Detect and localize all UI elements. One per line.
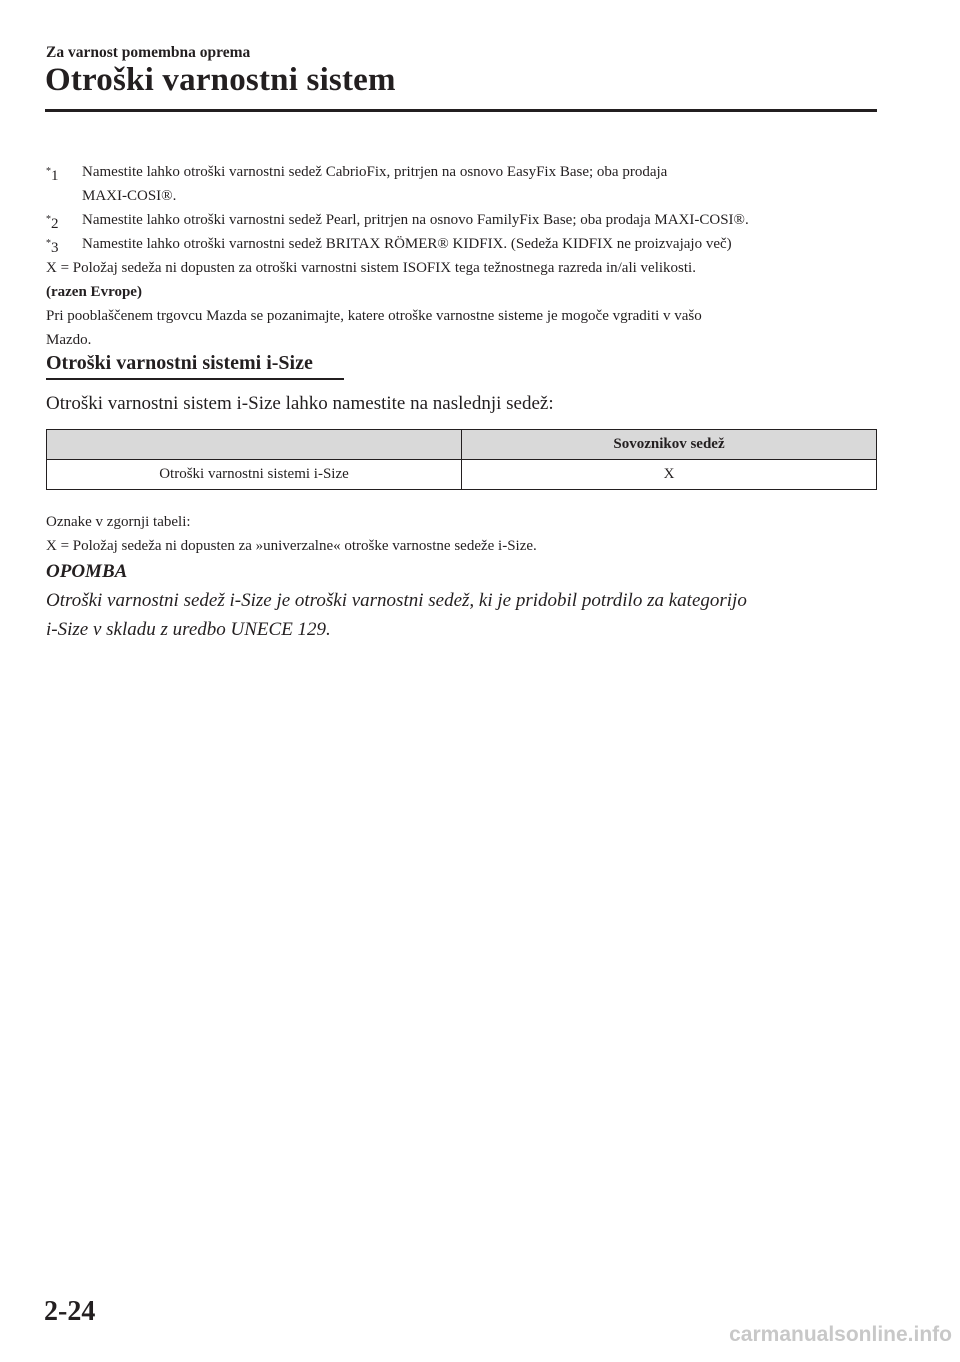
watermark: carmanualsonline.info [729, 1323, 952, 1346]
footnote-text: Namestite lahko otroški varnostni sedež BRITAX RÖMER® KIDFIX. (Sedeža KIDFIX ne proizvajajo več) [82, 236, 732, 252]
table-row [47, 460, 877, 490]
section-title: Otroški varnostni sistemi i-Size [46, 352, 313, 374]
footnote-1 [46, 160, 876, 208]
table-legend [46, 510, 537, 558]
x-note: X = Položaj sedeža ni dopusten za otroški varnostni sistem ISOFIX tega težnostnega razreda in/ali velikosti. [46, 260, 696, 276]
region-text-cont: Mazdo. [46, 332, 92, 348]
footnote-text: Namestite lahko otroški varnostni sedež CabrioFix, pritrjen na osnovo EasyFix Base; oba prodaja [82, 164, 668, 180]
note-line-2: i-Size v skladu z uredbo UNECE 129. [46, 619, 331, 640]
note-line-1: Otroški varnostni sedež i-Size je otroški varnostni sedež, ki je pridobil potrdilo za kategorijo [46, 590, 747, 611]
section-title-underline [46, 378, 344, 380]
footnote-mark: * [46, 214, 51, 225]
footnotes [46, 160, 876, 352]
seat-table [46, 429, 877, 490]
legend-text: X = Položaj sedeža ni dopusten za »univerzalne« otroške varnostne sedeže i-Size. [46, 538, 537, 554]
note-body [46, 586, 886, 644]
footnote-2 [46, 208, 876, 232]
table-header-row [47, 430, 877, 460]
footnote-mark: * [46, 238, 51, 249]
section-intro: Otroški varnostni sistem i-Size lahko namestite na naslednji sedež: [46, 393, 554, 414]
footnote-text-cont: MAXI-COSI®. [82, 188, 177, 204]
table-header-empty [47, 430, 462, 460]
legend-title: Oznake v zgornji tabeli: [46, 514, 191, 530]
section-header: Za varnost pomembna oprema [46, 44, 251, 61]
footnote-number: 3 [51, 240, 59, 256]
footnote-mark: * [46, 166, 51, 177]
table-row-value: X [462, 460, 877, 490]
table-header-seat: Sovoznikov sedež [462, 430, 877, 460]
footnote-3 [46, 232, 876, 256]
region-label: (razen Evrope) [46, 284, 142, 300]
header-divider [45, 109, 877, 112]
footnote-number: 2 [51, 216, 59, 232]
page-title: Otroški varnostni sistem [45, 62, 396, 98]
note-heading: OPOMBA [46, 561, 128, 582]
page-number: 2-24 [44, 1296, 96, 1327]
region-text: Pri pooblaščenem trgovcu Mazda se pozanimajte, katere otroške varnostne sisteme je mogoče vgraditi v vašo [46, 308, 702, 324]
footnote-text: Namestite lahko otroški varnostni sedež Pearl, pritrjen na osnovo FamilyFix Base; oba prodaja MAXI-COSI®. [82, 212, 749, 228]
footnote-number: 1 [51, 168, 59, 184]
table-row-label: Otroški varnostni sistemi i-Size [47, 460, 462, 490]
